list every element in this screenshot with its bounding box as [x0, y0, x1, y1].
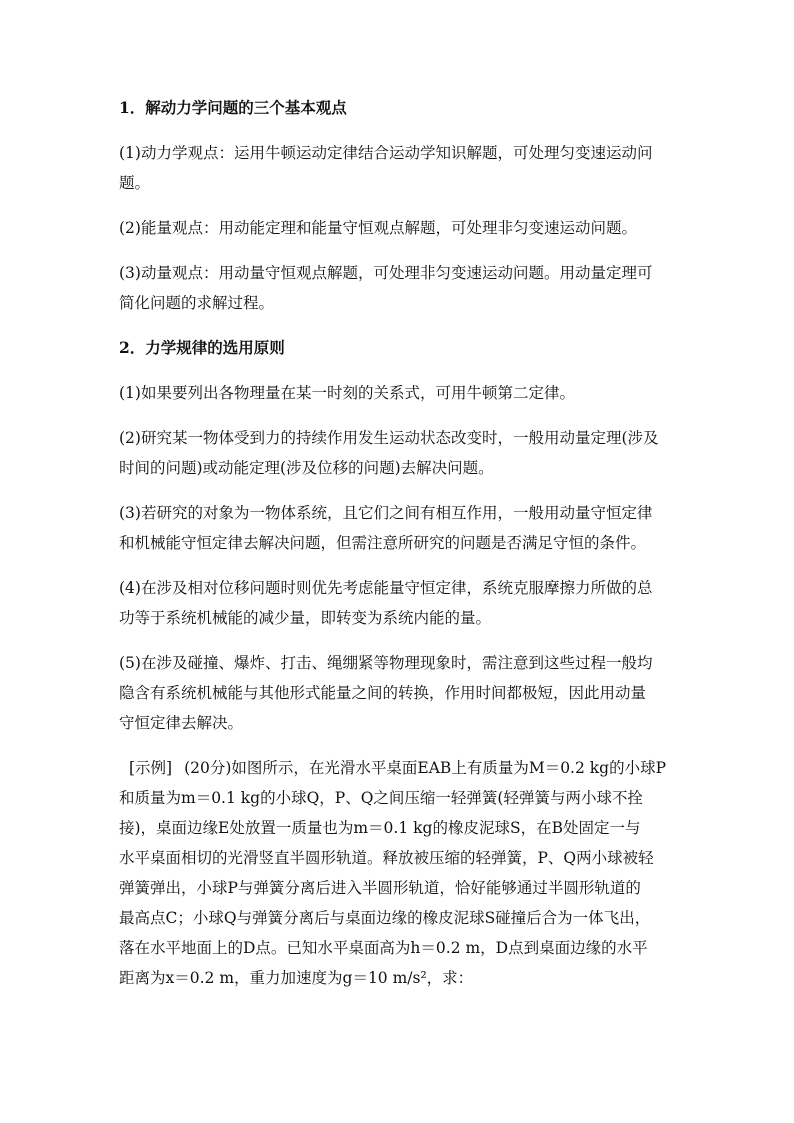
paragraph-line: 简化问题的求解过程。	[119, 294, 275, 312]
paragraph-line: (2)能量观点：用动能定理和能量守恒观点解题，可处理非匀变速运动问题。	[119, 219, 637, 237]
paragraph-line: 功等于系统机械能的减少量，即转变为系统内能的量。	[119, 609, 492, 627]
example-line: 和质量为m＝0.1 kg的小球Q，P、Q之间压缩一轻弹簧(轻弹簧与两小球不拴	[119, 789, 643, 807]
paragraph-line: (1)动力学观点：运用牛顿运动定律结合运动学知识解题，可处理匀变速运动问	[119, 144, 653, 162]
example-line: 弹簧弹出，小球P与弹簧分离后进入半圆形轨道，恰好能够通过半圆形轨道的	[119, 879, 641, 897]
paragraph-line: (4)在涉及相对位移问题时则优先考虑能量守恒定律，系统克服摩擦力所做的总	[119, 579, 653, 597]
paragraph-line: 和机械能守恒定律去解决问题，但需注意所研究的问题是否满足守恒的条件。	[119, 534, 647, 552]
example-line	[129, 758, 679, 778]
example-line: 落在水平地面上的D点。已知水平桌面高为h＝0.2 m，D点到桌面边缘的水平	[119, 939, 648, 957]
section-heading-2: 2．力学规律的选用原则	[119, 338, 285, 357]
example-line: 最高点C；小球Q与弹簧分离后与桌面边缘的橡皮泥球S碰撞后合为一体飞出，	[119, 909, 651, 927]
paragraph-line: (1)如果要列出各物理量在某一时刻的关系式，可用牛顿第二定律。	[119, 384, 575, 402]
example-line: 接)，桌面边缘E处放置一质量也为m＝0.1 kg的橡皮泥球S，在B处固定一与	[119, 819, 641, 837]
paragraph-line: 时间的问题)或动能定理(涉及位移的问题)去解决问题。	[119, 459, 494, 477]
paragraph-line: (3)动量观点：用动量守恒观点解题，可处理非匀变速运动问题。用动量定理可	[119, 264, 653, 282]
paragraph-line: (5)在涉及碰撞、爆炸、打击、绳绷紧等物理现象时，需注意到这些过程一般均	[119, 654, 653, 672]
paragraph-line: 题。	[119, 174, 151, 192]
example-text: (20分)如图所示，在光滑水平桌面EAB上有质量为M＝0.2 kg的小球P	[184, 759, 667, 777]
paragraph-line: 守恒定律去解决。	[119, 714, 244, 732]
section-heading-1: 1．解动力学问题的三个基本观点	[119, 98, 347, 117]
example-line: 距离为x＝0.2 m，重力加速度为g＝10 m/s²，求：	[119, 969, 474, 987]
example-line: 水平桌面相切的光滑竖直半圆形轨道。释放被压缩的轻弹簧，P、Q两小球被轻	[119, 849, 654, 867]
paragraph-line: (3)若研究的对象为一物体系统，且它们之间有相互作用，一般用动量守恒定律	[119, 504, 653, 522]
paragraph-line: (2)研究某一物体受到力的持续作用发生运动状态改变时，一般用动量定理(涉及	[119, 429, 659, 447]
paragraph-line: 隐含有系统机械能与其他形式能量之间的转换，作用时间都极短，因此用动量	[119, 684, 647, 702]
example-tag: [示例]	[129, 759, 173, 777]
